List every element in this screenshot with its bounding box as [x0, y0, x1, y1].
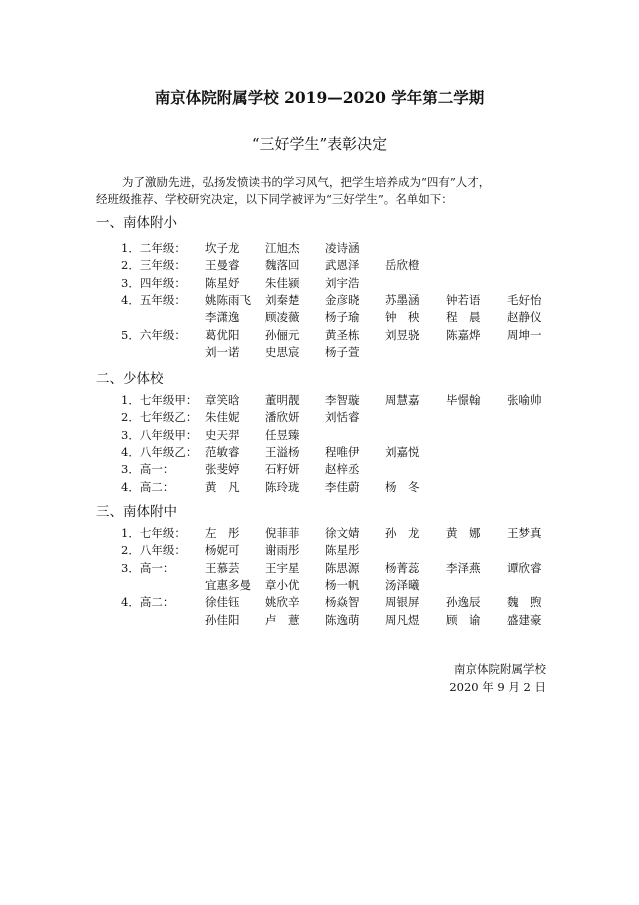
- intro-line: 为了激励先进，弘扬发愤读书的学习风气，把学生培养成为“四有”人才，: [122, 175, 491, 189]
- student-name: 孙佳阳: [205, 612, 240, 627]
- grade-label: 1．七年级甲：: [121, 393, 198, 407]
- list-row: [121, 525, 551, 541]
- signature-date: 2020 年 9 月 2 日: [449, 680, 546, 694]
- student-name: 周银屏: [385, 595, 420, 610]
- student-name: 盛建豪: [507, 612, 542, 627]
- student-name: 章小优: [265, 577, 300, 592]
- student-name: 赵静仪: [507, 310, 542, 325]
- student-name: 姚欣辛: [265, 595, 300, 610]
- list-row: [121, 240, 551, 256]
- student-name: 陈逸萌: [325, 612, 360, 627]
- student-name: 章笑晗: [205, 393, 240, 407]
- grade-label: 3．高一：: [121, 560, 175, 575]
- student-name: 周凡煜: [385, 612, 420, 627]
- student-name: 刘嘉悦: [385, 444, 420, 459]
- student-name: 姚陈雨飞: [205, 292, 251, 307]
- list-row: [121, 461, 551, 477]
- student-name: 徐文婧: [325, 526, 360, 540]
- list-row: [121, 292, 551, 308]
- student-name: 凌诗涵: [325, 241, 360, 255]
- document-title: 南京体院附属学校 2019—2020 学年第二学期: [154, 88, 485, 107]
- student-name: 陈思源: [325, 560, 360, 575]
- student-name: 卢 薏: [265, 612, 300, 627]
- list-row: [121, 344, 551, 360]
- section-title: 一、南体附小: [96, 215, 177, 231]
- grade-label: 5．六年级：: [121, 327, 186, 342]
- student-name: 武恩泽: [325, 258, 360, 273]
- list-row: [121, 542, 551, 558]
- student-name: 张喻帅: [507, 393, 542, 407]
- grade-label: 3．八年级甲：: [121, 427, 198, 442]
- student-name: 汤泽曦: [385, 577, 420, 592]
- student-name: 葛优阳: [205, 327, 240, 342]
- student-name: 李智璇: [325, 393, 360, 407]
- student-name: 王梦真: [507, 526, 542, 540]
- student-name: 黄 凡: [205, 479, 240, 494]
- student-name: 左 彤: [205, 526, 240, 540]
- document-subtitle: “三好学生”表彰决定: [251, 135, 388, 153]
- student-name: 刘秦楚: [265, 292, 300, 307]
- list-row: [121, 444, 551, 460]
- student-name: 朱佳颍: [265, 275, 300, 290]
- grade-label: 4．八年级乙：: [121, 444, 198, 459]
- student-name: 潘欣妍: [265, 410, 300, 425]
- student-name: 谭欣睿: [507, 560, 542, 575]
- student-name: 周坤一: [507, 327, 542, 342]
- list-row: [121, 257, 551, 273]
- list-row: [121, 427, 551, 443]
- grade-label: 1．七年级：: [121, 526, 186, 540]
- student-name: 杨妮可: [205, 543, 240, 558]
- student-name: 王溢杨: [265, 444, 300, 459]
- student-name: 刘一诺: [205, 344, 240, 359]
- section-title: 三、南体附中: [96, 504, 177, 520]
- student-name: 杨焱智: [325, 595, 360, 610]
- student-name: 王慕芸: [205, 560, 240, 575]
- student-name: 史天羿: [205, 427, 240, 442]
- student-name: 李潇逸: [205, 310, 240, 325]
- student-name: 王宇星: [265, 560, 300, 575]
- student-name: 陈星妤: [205, 275, 240, 290]
- student-name: 周慧嘉: [385, 393, 420, 407]
- student-name: 魏 煦: [507, 595, 542, 610]
- student-name: 钟 秧: [385, 310, 420, 325]
- list-row: [121, 577, 551, 593]
- list-row: [121, 409, 551, 425]
- student-name: 坎子龙: [205, 241, 240, 255]
- student-name: 顾 谕: [446, 612, 481, 627]
- student-name: 程 晨: [446, 310, 481, 325]
- signature-block: [400, 660, 546, 696]
- student-name: 谢雨彤: [265, 543, 300, 558]
- student-name: 杨 冬: [385, 479, 420, 494]
- student-name: 张斐婷: [205, 462, 240, 477]
- grade-label: 3．高一：: [121, 462, 175, 477]
- student-name: 杨子萱: [325, 344, 360, 359]
- grade-label: 4．高二：: [121, 479, 175, 494]
- student-name: 魏落回: [265, 258, 300, 273]
- student-name: 赵梓丞: [325, 462, 360, 477]
- signature-organization: 南京体院附属学校: [454, 662, 546, 676]
- student-name: 范敏睿: [205, 444, 240, 459]
- student-name: 钟若语: [446, 292, 481, 307]
- student-name: 孙逸辰: [446, 595, 481, 610]
- student-name: 刘昱骁: [385, 327, 420, 342]
- student-name: 刘宇浩: [325, 275, 360, 290]
- student-name: 朱佳妮: [205, 410, 240, 425]
- grade-label: 4．五年级：: [121, 292, 186, 307]
- student-name: 陈嘉烨: [446, 327, 481, 342]
- student-name: 毕憬翰: [446, 393, 481, 407]
- student-name: 杨菁蕊: [385, 560, 420, 575]
- student-name: 毛好怡: [507, 292, 542, 307]
- student-name: 陈星彤: [325, 543, 360, 558]
- student-name: 苏墨涵: [385, 292, 420, 307]
- grade-label: 2．八年级：: [121, 543, 186, 558]
- student-name: 金彦晓: [325, 292, 360, 307]
- list-row: [121, 612, 551, 628]
- grade-label: 2．七年级乙：: [121, 410, 198, 425]
- student-name: 黄圣栋: [325, 327, 360, 342]
- list-row: [121, 309, 551, 325]
- student-name: 任昱臻: [265, 427, 300, 442]
- intro-paragraph: [96, 174, 546, 208]
- student-name: 陈玲珑: [265, 479, 300, 494]
- student-name: 李泽燕: [446, 560, 481, 575]
- list-row: [121, 275, 551, 291]
- grade-label: 1．二年级：: [121, 241, 186, 255]
- list-row: [121, 594, 551, 610]
- student-name: 石籽妍: [265, 462, 300, 477]
- student-name: 史思宸: [265, 344, 300, 359]
- student-name: 王曼睿: [205, 258, 240, 273]
- student-name: 刘恬睿: [325, 410, 360, 425]
- student-name: 岳欣橙: [385, 258, 420, 273]
- student-name: 江旭杰: [265, 241, 300, 255]
- student-name: 程唯伊: [325, 444, 360, 459]
- student-name: 李佳蔚: [325, 479, 360, 494]
- section-title: 二、少体校: [96, 371, 164, 387]
- student-name: 徐佳钰: [205, 595, 240, 610]
- student-name: 董明靓: [265, 393, 300, 407]
- student-name: 孙 龙: [385, 526, 420, 540]
- student-name: 杨子瑜: [325, 310, 360, 325]
- student-name: 杨一帆: [325, 577, 360, 592]
- student-name: 黄 娜: [446, 526, 481, 540]
- list-row: [121, 327, 551, 343]
- student-name: 顾凌薇: [265, 310, 300, 325]
- student-name: 孙俪元: [265, 327, 300, 342]
- grade-label: 3．四年级：: [121, 275, 186, 290]
- student-name: 倪菲菲: [265, 526, 300, 540]
- grade-label: 4．高二：: [121, 595, 175, 610]
- student-name: 宜惠多曼: [205, 577, 251, 592]
- list-row: [121, 560, 551, 576]
- list-row: [121, 392, 551, 408]
- list-row: [121, 479, 551, 495]
- grade-label: 2．三年级：: [121, 258, 186, 273]
- intro-line: 经班级推荐、学校研究决定，以下同学被评为“三好学生”。名单如下：: [96, 192, 453, 206]
